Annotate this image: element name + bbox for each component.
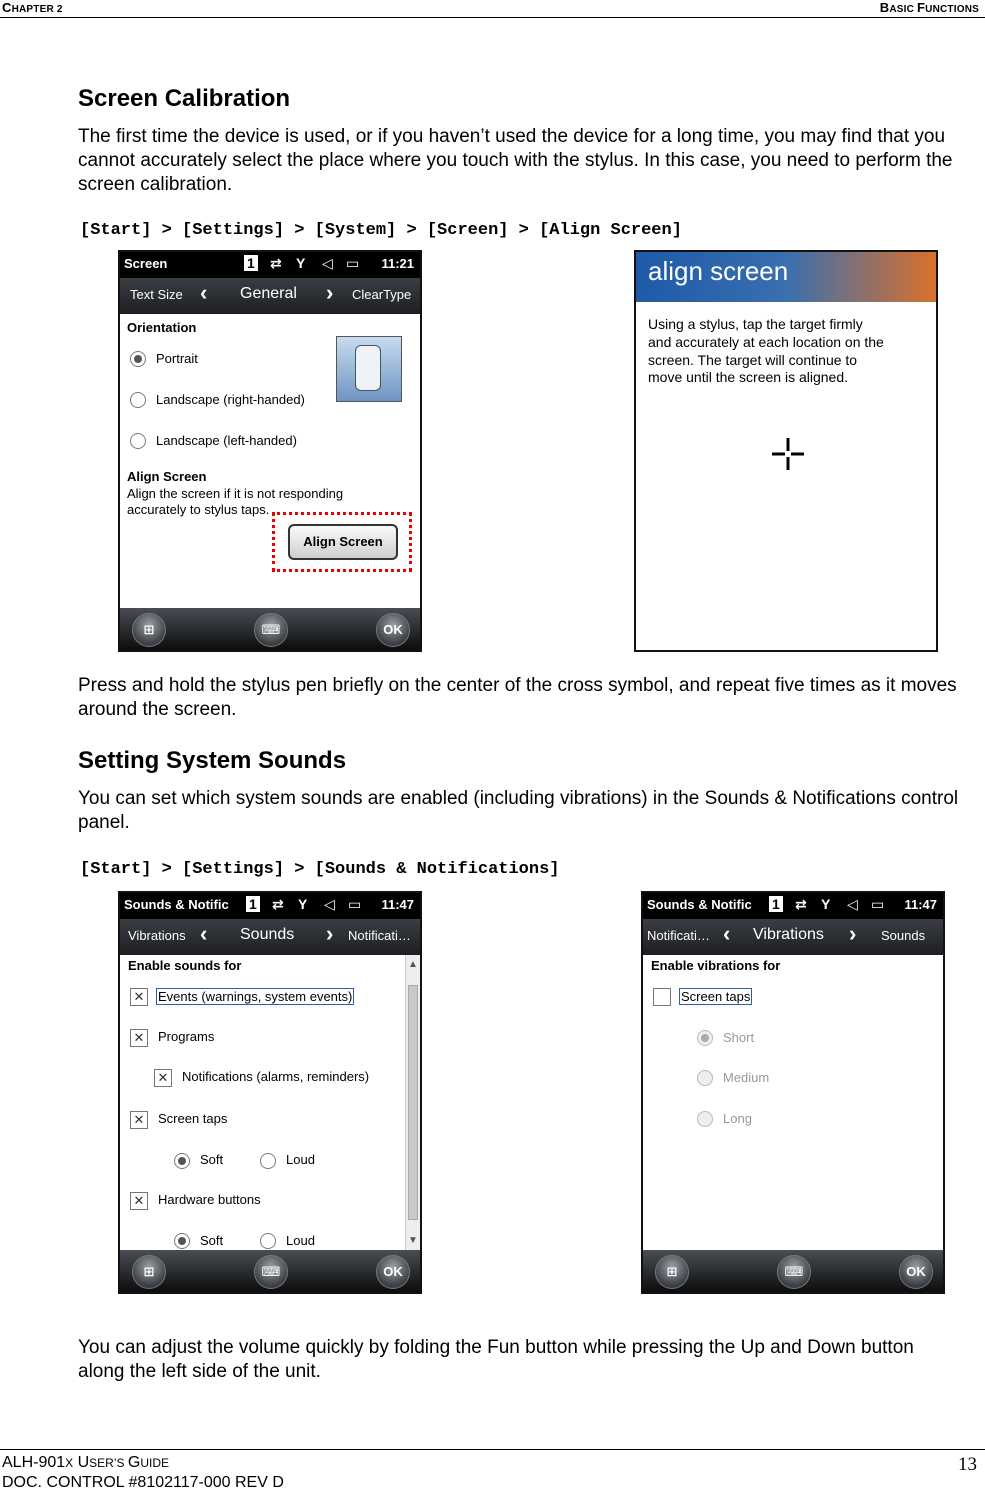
device-orientation-image (336, 336, 402, 402)
tab-sounds[interactable]: Sounds (240, 926, 295, 943)
long-label: Long (723, 1111, 752, 1126)
taps-loud-label: Loud (286, 1152, 315, 1167)
crosshair-target-icon[interactable] (770, 436, 806, 472)
chevron-right-icon[interactable]: › (326, 921, 334, 946)
landscape-left-radio[interactable] (130, 433, 146, 449)
align-instruction-1: Using a stylus, tap the target firmly (648, 316, 863, 332)
title-bar-text: Sounds & Notific (647, 897, 752, 912)
enable-vibrations-heading: Enable vibrations for (651, 958, 781, 973)
clock: 11:47 (381, 897, 414, 912)
landscape-right-radio[interactable] (130, 392, 146, 408)
portrait-label: Portrait (156, 351, 198, 366)
guide-title: ALH-901X USER’S GUIDE (2, 1454, 169, 1471)
taps-soft-radio[interactable] (174, 1153, 190, 1169)
tab-notifications[interactable]: Notificati… (647, 928, 710, 943)
tab-general[interactable]: General (240, 285, 297, 302)
hardware-loud-label: Loud (286, 1233, 315, 1248)
align-instruction-3: screen. The target will continue to (648, 352, 858, 368)
short-radio[interactable] (697, 1030, 713, 1046)
ok-button[interactable]: OK (376, 613, 410, 647)
soft-key-bar (120, 1250, 420, 1292)
footer-rule (0, 1449, 985, 1450)
scroll-thumb[interactable] (408, 985, 418, 1220)
screen-taps-checkbox[interactable]: ✕ (130, 1111, 148, 1129)
tab-sounds[interactable]: Sounds (881, 928, 926, 943)
screen-taps-checkbox[interactable] (653, 988, 671, 1006)
connectivity-icon: ⇄ (272, 896, 284, 912)
align-description-1: Align the screen if it is not responding (127, 486, 344, 501)
screen-settings-screenshot (118, 250, 422, 652)
medium-radio[interactable] (697, 1070, 713, 1086)
scroll-down-icon[interactable]: ▼ (408, 1235, 418, 1246)
battery-icon: ▭ (871, 896, 885, 912)
title-bar-text: Screen (124, 256, 168, 271)
sounds-path: [Start] > [Settings] > [Sounds & Notifications] (80, 860, 560, 879)
taps-loud-radio[interactable] (260, 1153, 276, 1169)
tab-bar (643, 919, 943, 955)
align-instruction-4: move until the screen is aligned. (648, 369, 848, 385)
doc-control: DOC. CONTROL #8102117-000 REV D (2, 1474, 284, 1491)
hardware-soft-radio[interactable] (174, 1233, 190, 1249)
screen-taps-label: Screen taps (681, 989, 751, 1004)
page-number: 13 (958, 1454, 977, 1475)
title-bar (120, 252, 420, 278)
windows-start-icon[interactable]: ⊞ (132, 1255, 166, 1289)
speaker-icon: ◁ (324, 896, 335, 912)
short-label: Short (723, 1030, 755, 1045)
hardware-buttons-label: Hardware buttons (158, 1192, 261, 1207)
tab-vibrations[interactable]: Vibrations (753, 926, 824, 943)
hardware-loud-radio[interactable] (260, 1233, 276, 1249)
enable-sounds-heading: Enable sounds for (128, 958, 242, 973)
align-instruction-2: and accurately at each location on the (648, 334, 884, 350)
calibration-paragraph: The first time the device is used, or if you haven’t used the device for a long time, you may find that you cannot accurately select the place where you touch with the stylus. In this case, you need to perform the screen calibration. (78, 126, 953, 195)
section-title-sounds: Setting System Sounds (78, 747, 347, 774)
tab-bar (120, 919, 420, 955)
align-description-2: accurately to stylus taps. (127, 502, 270, 517)
chevron-left-icon[interactable]: ‹ (200, 280, 208, 305)
chevron-left-icon[interactable]: ‹ (200, 921, 208, 946)
battery-icon: ▭ (346, 255, 360, 271)
hardware-buttons-checkbox[interactable]: ✕ (130, 1192, 148, 1210)
ok-button[interactable]: OK (899, 1255, 933, 1289)
landscape-right-label: Landscape (right-handed) (156, 392, 305, 407)
header-rule (0, 17, 985, 18)
align-screen-button[interactable]: Align Screen (288, 524, 398, 560)
volume-paragraph: You can adjust the volume quickly by folding the Fun button while pressing the Up and Down button along the left side of the unit. (78, 1337, 914, 1382)
programs-label: Programs (158, 1029, 215, 1044)
connectivity-icon: ⇄ (795, 896, 807, 912)
connectivity-icon: ⇄ (270, 255, 282, 271)
chevron-right-icon[interactable]: › (849, 921, 857, 946)
notification-count-icon: 1 (769, 896, 783, 912)
tab-text-size[interactable]: Text Size (130, 287, 183, 302)
events-checkbox[interactable]: ✕ (130, 988, 148, 1006)
calibration-path: [Start] > [Settings] > [System] > [Screen] > [Align Screen] (80, 221, 682, 240)
device-icon (355, 345, 381, 391)
long-radio[interactable] (697, 1111, 713, 1127)
ok-button[interactable]: OK (376, 1255, 410, 1289)
chapter-label: CHAPTER 2 (2, 0, 63, 15)
chevron-right-icon[interactable]: › (326, 280, 334, 305)
scroll-up-icon[interactable]: ▲ (408, 959, 418, 970)
tab-cleartype[interactable]: ClearType (352, 287, 412, 302)
tab-bar (120, 278, 420, 314)
keyboard-icon[interactable]: ⌨ (254, 613, 288, 647)
calibration-instruction-paragraph: Press and hold the stylus pen briefly on the center of the cross symbol, and repeat five times as it moves around the screen. (78, 675, 957, 720)
section-title-calibration: Screen Calibration (78, 85, 291, 112)
signal-icon: Y (821, 896, 831, 912)
notifications-checkbox[interactable]: ✕ (154, 1069, 172, 1087)
clock: 11:21 (381, 256, 414, 271)
soft-key-bar (120, 608, 420, 650)
landscape-left-label: Landscape (left-handed) (156, 433, 297, 448)
notifications-label: Notifications (alarms, reminders) (182, 1069, 370, 1084)
align-screen-banner: align screen (636, 252, 936, 302)
notification-count-icon: 1 (246, 896, 260, 912)
title-bar (643, 893, 943, 919)
title-bar-text: Sounds & Notific (124, 897, 229, 912)
align-heading: Align Screen (127, 469, 207, 484)
programs-checkbox[interactable]: ✕ (130, 1029, 148, 1047)
section-label: BASIC FUNCTIONS (879, 0, 979, 15)
soft-key-bar (643, 1250, 943, 1292)
windows-start-icon[interactable]: ⊞ (655, 1255, 689, 1289)
taps-soft-label: Soft (200, 1152, 224, 1167)
speaker-icon: ◁ (847, 896, 858, 912)
align-screen-screenshot (634, 250, 938, 652)
events-label: Events (warnings, system events) (158, 989, 353, 1004)
screen-taps-label: Screen taps (158, 1111, 228, 1126)
battery-icon: ▭ (348, 896, 362, 912)
chevron-left-icon[interactable]: ‹ (723, 921, 731, 946)
tab-vibrations[interactable]: Vibrations (128, 928, 186, 943)
vibrations-settings-screenshot (641, 891, 945, 1294)
title-bar (120, 893, 420, 919)
speaker-icon: ◁ (322, 255, 333, 271)
tab-notifications[interactable]: Notificati… (348, 928, 411, 943)
orientation-heading: Orientation (127, 320, 197, 335)
signal-icon: Y (296, 255, 306, 271)
notification-count-icon: 1 (244, 255, 258, 271)
keyboard-icon[interactable]: ⌨ (254, 1255, 288, 1289)
clock: 11:47 (904, 897, 937, 912)
hardware-soft-label: Soft (200, 1233, 224, 1248)
sounds-paragraph: You can set which system sounds are enabled (including vibrations) in the Sounds & Notifications control panel. (78, 788, 959, 833)
medium-label: Medium (723, 1070, 770, 1085)
keyboard-icon[interactable]: ⌨ (777, 1255, 811, 1289)
portrait-radio[interactable] (130, 351, 146, 367)
signal-icon: Y (298, 896, 308, 912)
sounds-settings-screenshot (118, 891, 422, 1294)
windows-start-icon[interactable]: ⊞ (132, 613, 166, 647)
scrollbar[interactable] (405, 955, 420, 1250)
